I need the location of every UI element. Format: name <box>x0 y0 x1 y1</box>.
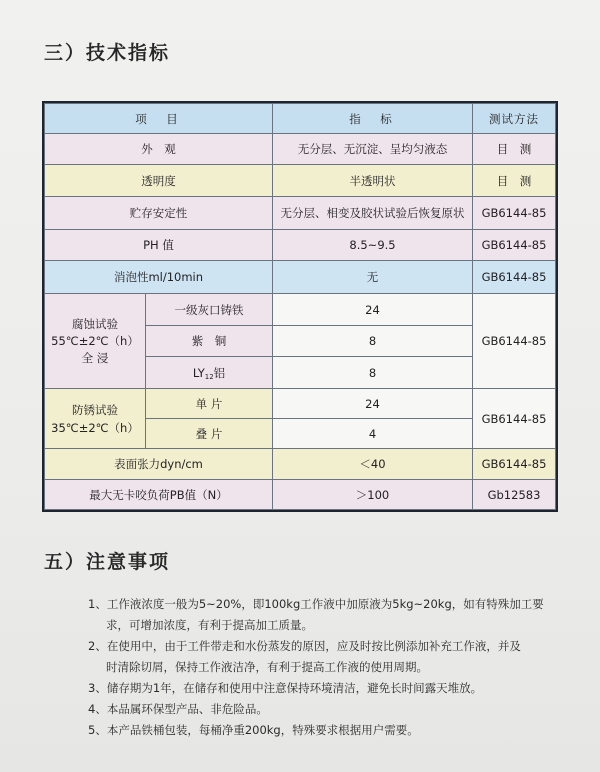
rust-group-label <box>45 389 146 449</box>
rust-sub-stacked: 叠 片 <box>146 419 273 449</box>
rust-method: GB6144-85 <box>473 389 556 449</box>
corrosion-label-line2: 55℃±2℃（h） <box>51 333 139 348</box>
row-item: 表面张力dyn/cm <box>45 449 273 480</box>
row-spec: 8.5~9.5 <box>273 230 473 261</box>
header-item: 项 目 <box>45 104 273 134</box>
row-item: 外 观 <box>45 134 273 165</box>
corrosion-sub-aluminium <box>146 357 273 389</box>
table-row-stability <box>45 197 556 230</box>
row-item: 消泡性ml/10min <box>45 261 273 294</box>
header-method: 测试方法 <box>473 104 556 134</box>
tech-spec-table <box>44 103 556 510</box>
corrosion-label-line3: 全 浸 <box>81 350 109 365</box>
rust-label-line2: 35℃±2℃（h） <box>51 420 139 435</box>
corrosion-val-cast-iron: 24 <box>273 294 473 326</box>
rust-val-stacked: 4 <box>273 419 473 449</box>
row-item: 最大无卡咬负荷PB值（N） <box>45 480 273 510</box>
section-3-title: 三）技术指标 <box>44 42 171 64</box>
table-row-rust-1 <box>45 389 556 419</box>
table-row-ph <box>45 230 556 261</box>
table-row-defoam <box>45 261 556 294</box>
ly-subscript: 12 <box>204 372 214 381</box>
row-method: GB6144-85 <box>473 230 556 261</box>
row-method: GB6144-85 <box>473 197 556 230</box>
table-row-corrosion-1 <box>45 294 556 326</box>
row-item: 透明度 <box>45 165 273 197</box>
row-spec: 无分层、相变及胶状试验后恢复原状 <box>273 197 473 230</box>
list-item: 5、本产品铁桶包装，每桶净重200kg，特殊要求根据用户需要。 <box>88 723 419 737</box>
ly-text: LY <box>192 365 205 380</box>
corrosion-sub-cast-iron: 一级灰口铸铁 <box>146 294 273 326</box>
list-item: 1、工作液浓度一般为5~20%，即100kg工作液中加原液为5kg~20kg，如有特殊加工要 求，可增加浓度，有利于提高加工质量。 <box>88 597 544 632</box>
row-item: PH 值 <box>45 230 273 261</box>
row-spec: 半透明状 <box>273 165 473 197</box>
list-item: 2、在使用中，由于工件带走和水份蒸发的原因，应及时按比例添加补充工作液，并及 时清除切屑，保持工作液洁净，有利于提高工作液的使用周期。 <box>88 639 521 674</box>
row-method: 目 测 <box>473 134 556 165</box>
corrosion-group-label <box>45 294 146 389</box>
list-item: 4、本品属环保型产品、非危险品。 <box>88 702 268 716</box>
rust-label-line1: 防锈试验 <box>72 402 118 417</box>
row-method: GB6144-85 <box>473 261 556 294</box>
corrosion-label-line1: 腐蚀试验 <box>72 316 118 331</box>
row-spec: 无分层、无沉淀、呈均匀液态 <box>273 134 473 165</box>
corrosion-sub-copper: 紫 铜 <box>146 326 273 357</box>
corrosion-val-aluminium: 8 <box>273 357 473 389</box>
table-row-load <box>45 480 556 510</box>
header-spec: 指 标 <box>273 104 473 134</box>
row-method: Gb12583 <box>473 480 556 510</box>
corrosion-val-copper: 8 <box>273 326 473 357</box>
corrosion-method: GB6144-85 <box>473 294 556 389</box>
list-item: 3、储存期为1年，在储存和使用中注意保持环境清洁，避免长时间露天堆放。 <box>88 681 483 695</box>
row-spec: ＞100 <box>273 480 473 510</box>
notes-list <box>88 594 568 741</box>
ly-tail: 铝 <box>213 365 226 380</box>
row-spec: 无 <box>273 261 473 294</box>
row-method: GB6144-85 <box>473 449 556 480</box>
rust-sub-single: 单 片 <box>146 389 273 419</box>
table-row-transparency <box>45 165 556 197</box>
section-5-title: 五）注意事项 <box>44 551 171 573</box>
table-row-appearance <box>45 134 556 165</box>
table-row-tension <box>45 449 556 480</box>
rust-val-single: 24 <box>273 389 473 419</box>
row-method: 目 测 <box>473 165 556 197</box>
row-item: 贮存安定性 <box>45 197 273 230</box>
row-spec: ＜40 <box>273 449 473 480</box>
table-header-row <box>45 104 556 134</box>
